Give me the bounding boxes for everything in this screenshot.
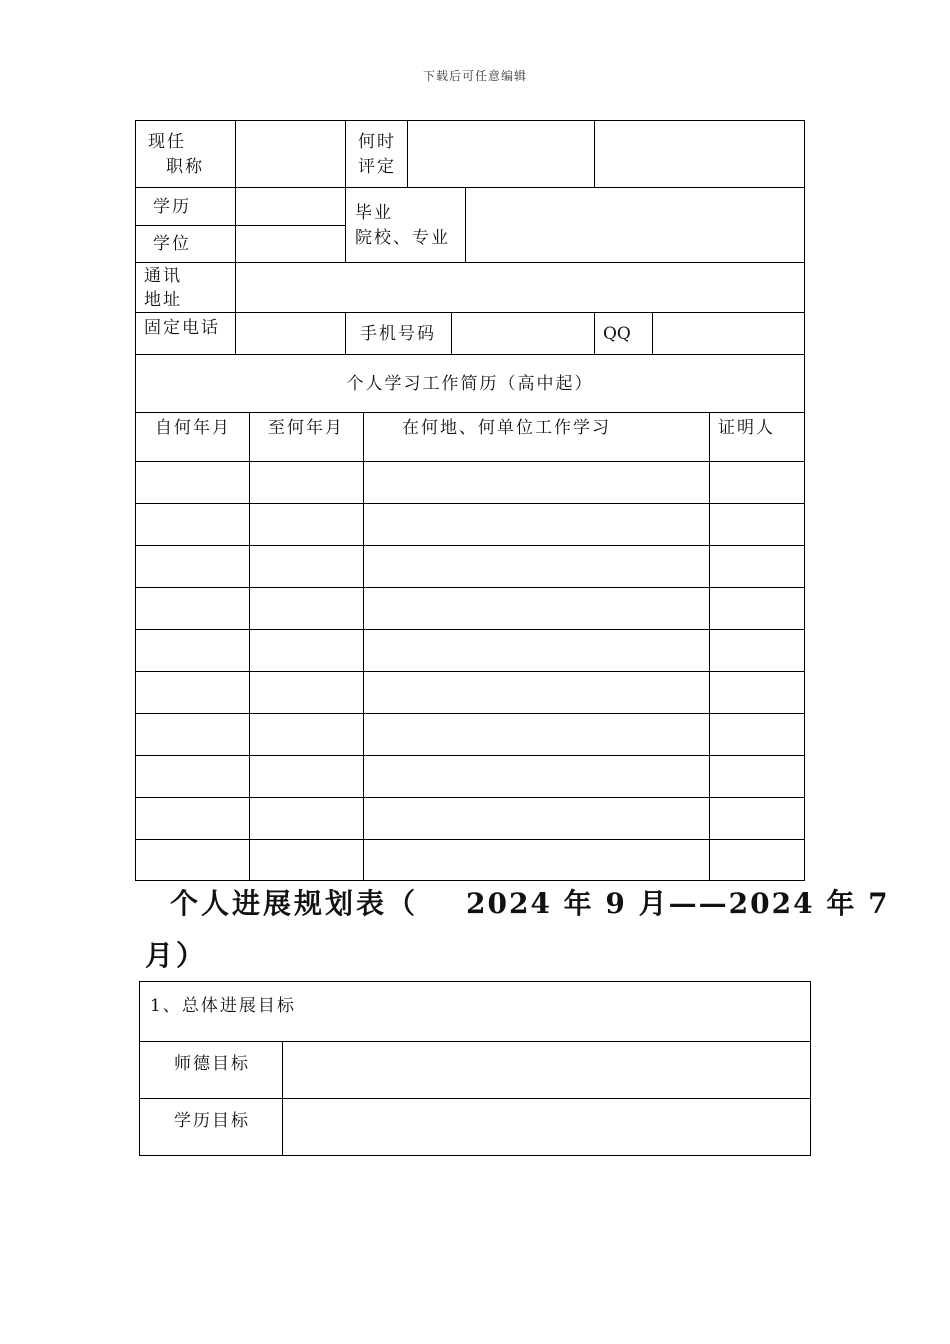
current-title-label: 现任	[148, 132, 186, 152]
qq-label: QQ	[603, 324, 631, 344]
address-label: 通讯	[144, 266, 182, 286]
education-label: 学历	[153, 197, 191, 217]
col-witness: 证明人	[718, 418, 775, 438]
plan-heading-part3: 月）	[145, 939, 208, 972]
plan-heading-part2: 2024 年 9 月——2024 年 7	[466, 887, 890, 920]
overall-goal-label: 1、总体进展目标	[150, 996, 296, 1016]
ethics-goal-label: 师德目标	[174, 1054, 250, 1074]
col-from-date: 自何年月	[155, 418, 231, 438]
resume-title: 个人学习工作简历（高中起）	[346, 374, 594, 394]
plan-heading-part1: 个人进展规划表（	[170, 887, 419, 920]
school-major-label: 院校、专业	[355, 228, 450, 248]
col-to-date: 至何年月	[268, 418, 344, 438]
col-place-unit: 在何地、何单位工作学习	[402, 418, 611, 438]
download-note: 下载后可任意编辑	[422, 69, 527, 83]
title-label: 职称	[166, 157, 204, 177]
graduated-label: 毕业	[355, 203, 393, 223]
landline-label: 固定电话	[144, 318, 220, 338]
mobile-label: 手机号码	[360, 324, 436, 344]
address-label-2: 地址	[144, 290, 182, 310]
eval-time-label: 何时	[358, 132, 396, 152]
education-goal-label: 学历目标	[174, 1111, 250, 1131]
eval-time-label-2: 评定	[358, 157, 396, 177]
degree-label: 学位	[153, 234, 191, 254]
